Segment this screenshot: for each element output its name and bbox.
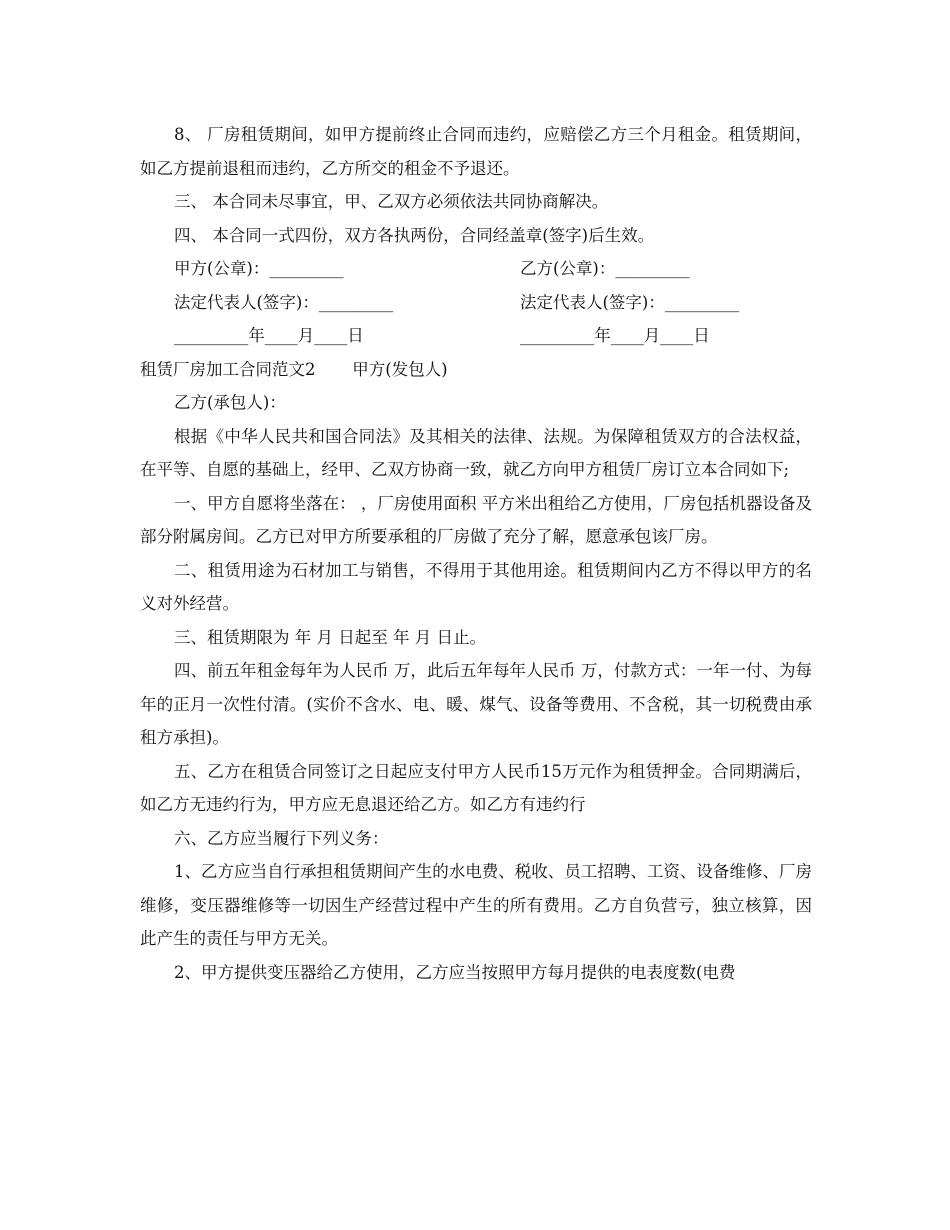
- document-page: [140, 118, 812, 989]
- article-2-paragraph: 二、租赁用途为石材加工与销售，不得用于其他用途。租赁期间内乙方不得以甲方的名义对外经营。: [140, 560, 812, 613]
- section-2-heading: [140, 353, 812, 387]
- party-a-representative: 法定代表人(签字)：_________: [174, 292, 394, 312]
- article-5-paragraph: 五、乙方在租赁合同签订之日起应支付甲方人民币15万元作为租赁押金。合同期满后，如乙方无违约行为，甲方应无息退还给乙方。如乙方有违约行: [140, 761, 812, 814]
- party-b-date: _________年____月____日: [520, 326, 710, 345]
- section-2-title: 租赁厂房加工合同范文2: [140, 359, 316, 379]
- article-3-paragraph: 三、租赁期限为 年 月 日起至 年 月 日止。: [174, 627, 486, 647]
- signature-row-representative: [140, 286, 812, 320]
- signature-row-date: [140, 319, 812, 353]
- clause-8-paragraph: 8、 厂房租赁期间，如甲方提前终止合同而违约，应赔偿乙方三个月租金。租赁期间，如乙方提前退租而违约，乙方所交的租金不予退还。: [140, 125, 812, 178]
- party-b-seal: 乙方(公章)：_________: [520, 259, 690, 278]
- signature-row-seal: [140, 252, 812, 286]
- article-4-paragraph: 四、前五年租金每年为人民币 万，此后五年每年人民币 万，付款方式：一年一付、为每年的正月一次性付清。(实价不含水、电、暖、煤气、设备等费用、不含税，其一切税费由承租方承担)。: [140, 661, 812, 747]
- clause-3-paragraph: 三、 本合同未尽事宜，甲、乙双方必须依法共同协商解决。: [174, 192, 609, 211]
- intro-paragraph: 根据《中华人民共和国合同法》及其相关的法律、法规。为保障租赁双方的合法权益，在平等、自愿的基础上，经甲、乙双方协商一致，就乙方向甲方租赁厂房订立本合同如下;: [140, 426, 812, 479]
- article-6-item-2: 2、甲方提供变压器给乙方使用，乙方应当按照甲方每月提供的电表度数(电费: [174, 962, 736, 982]
- party-a-date: _________年____月____日: [174, 326, 364, 345]
- party-b-label: 乙方(承包人)：: [174, 393, 286, 412]
- party-a-seal: 甲方(公章)：_________: [174, 259, 344, 278]
- article-6-paragraph: 六、乙方应当履行下列义务：: [174, 828, 389, 848]
- article-6-item-1: 1、乙方应当自行承担租赁期间产生的水电费、税收、员工招聘、工资、设备维修、厂房维修，变压器维修等一切因生产经营过程中产生的所有费用。乙方自负营亏，独立核算，因此产生的责任与甲方无关。: [140, 862, 812, 948]
- party-a-label: 甲方(发包人): [352, 359, 448, 379]
- article-1-paragraph: 一、甲方自愿将坐落在： ，厂房使用面积 平方米出租给乙方使用，厂房包括机器设备及部分附属房间。乙方已对甲方所要承租的厂房做了充分了解，愿意承包该厂房。: [140, 493, 812, 546]
- party-b-representative: 法定代表人(签字)：_________: [520, 292, 740, 312]
- clause-4-paragraph: 四、 本合同一式四份，双方各执两份，合同经盖章(签字)后生效。: [174, 225, 655, 245]
